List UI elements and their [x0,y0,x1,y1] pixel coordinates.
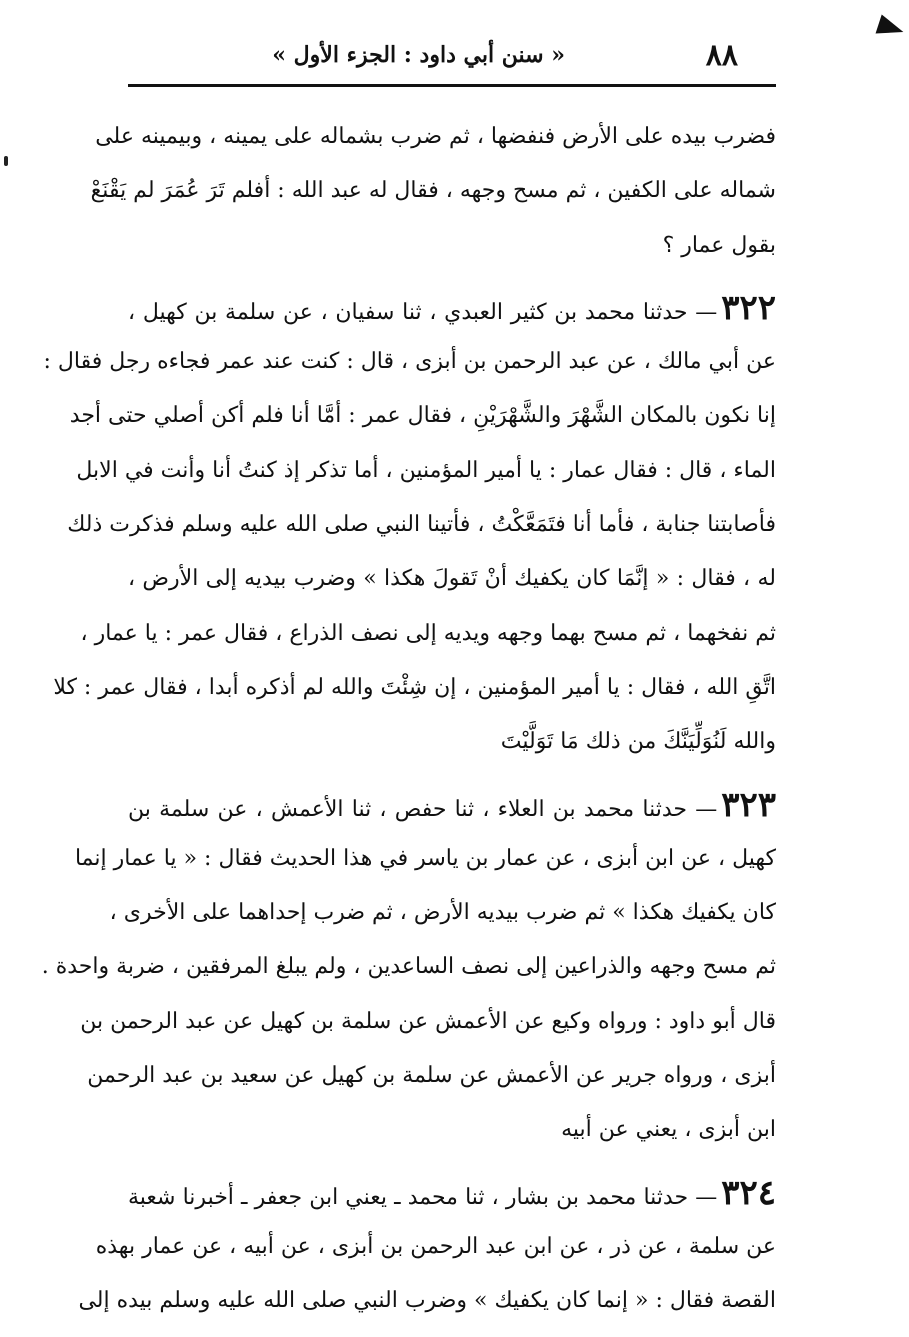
header-rule [128,84,776,87]
page-number: ٨٨ [705,38,738,73]
text-line: الماء ، قال : فقال عمار : يا أمير المؤمنين ، أما تذكر إذ كنتُ أنا وأنت في الابل [76,457,776,483]
hadith-322 [43,281,776,770]
text-line: القصة فقال : « إنما كان يكفيك » وضرب النبي صلى الله عليه وسلم بيده إلى [78,1288,776,1314]
hadith-number: ٣٢٣ [721,784,776,825]
text-line: أبزى ، ورواه جرير عن الأعمش عن سلمة بن كهيل عن سعيد بن عبد الرحمن [87,1063,776,1089]
text-line: ثم مسح وجهه والذراعين إلى نصف الساعدين ، ولم يبلغ المرفقين ، ضربة واحدة . [41,954,776,980]
text-line: ثم نفخهما ، ثم مسح بهما وجهه ويديه إلى نصف الذراع ، فقال عمر : يا عمار ، [80,620,776,646]
hadith-number: ٣٢٤ [721,1172,776,1213]
text-line: ابن أبزى ، يعني عن أبيه [561,1117,776,1143]
text-line: إنا نكون بالمكان الشَّهْرَ والشَّهْرَيْنِ ، فقال عمر : أمَّا أنا فلم أكن أصلي حتى أجد [69,403,776,429]
text-line: كهيل ، عن ابن أبزى ، عن عمار بن ياسر في هذا الحديث فقال : « يا عمار إنما [74,845,776,871]
paragraph-continuation [90,110,776,273]
hadith-opening: — حدثنا محمد بن العلاء ، ثنا حفص ، ثنا الأعمش ، عن سلمة بن [128,796,718,822]
text-line [128,778,776,832]
text-line: عن أبي مالك ، عن عبد الرحمن بن أبزى ، قال : كنت عند عمر فجاءه رجل فقال : [43,349,776,375]
hadith-324 [78,1166,776,1329]
text-line [128,1166,776,1220]
page-header [130,36,750,76]
running-title: « سنن أبي داود : الجزء الأول » [272,42,565,68]
text-line: بقول عمار ؟ [662,232,776,258]
text-line: والله لَنُوَلِّيَنَّكَ من ذلك مَا تَوَلَّيْتَ [500,729,776,755]
hadith-323 [41,778,776,1158]
text-line [128,281,776,335]
text-line: شماله على الكفين ، ثم مسح وجهه ، فقال له عبد الله : أفلم تَرَ عُمَرَ لم يَقْنَعْ [90,178,776,204]
hadith-opening: — حدثنا محمد بن كثير العبدي ، ثنا سفيان ، عن سلمة بن كهيل ، [128,299,718,325]
text-line: اتَّقِ الله ، فقال : يا أمير المؤمنين ، إن شِئْتَ والله لم أذكره أبدا ، فقال عمر : كلا [53,674,776,700]
corner-arrow-mark [876,14,907,41]
text-line: له ، فقال : « إنَّمَا كان يكفيك أنْ تَقولَ هكذا » وضرب بيديه إلى الأرض ، [128,566,776,592]
margin-ink-mark [4,156,8,166]
text-line: فضرب بيده على الأرض فنفضها ، ثم ضرب بشماله على يمينه ، وبيمينه على [95,124,776,149]
text-line: كان يكفيك هكذا » ثم ضرب بيديه الأرض ، ثم ضرب إحداهما على الأخرى ، [109,900,776,926]
text-line: فأصابتنا جنابة ، فأما أنا فتَمَعَّكْتُ ، فأتينا النبي صلى الله عليه وسلم فذكرت ذلك [67,512,776,538]
body-text [41,110,776,1337]
text-line: قال أبو داود : ورواه وكيع عن الأعمش عن سلمة بن كهيل عن عبد الرحمن بن [80,1008,776,1034]
hadith-number: ٣٢٢ [721,287,776,328]
hadith-opening: — حدثنا محمد بن بشار ، ثنا محمد ـ يعني ابن جعفر ـ أخبرنا شعبة [128,1184,718,1210]
text-line: عن سلمة ، عن ذر ، عن ابن عبد الرحمن بن أبزى ، عن أبيه ، عن عمار بهذه [95,1233,776,1259]
